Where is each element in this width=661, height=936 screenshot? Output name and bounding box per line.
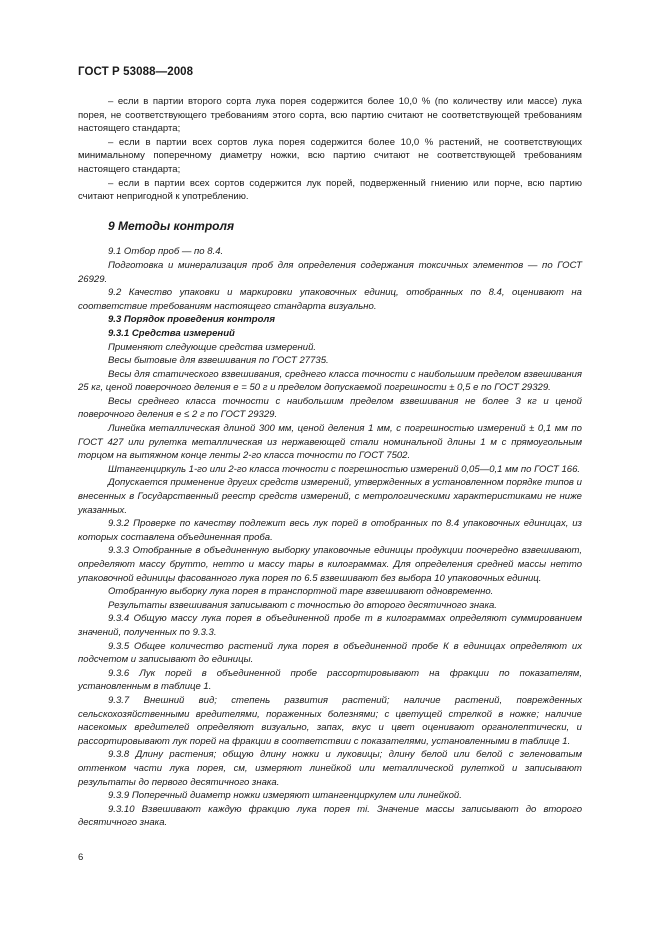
paragraph: – если в партии всех сортов содержится лук порей, подверженный гниению или порче, всю партию считают непригодной к употреблению. [78, 177, 582, 203]
paragraph: 9.2 Качество упаковки и маркировки упаковочных единиц, отобранных по 8.4, оценивают на соответствие требованиям настоящего стандарта визуально. [78, 287, 582, 312]
paragraph: 9.3.2 Проверке по качеству подлежит весь лук порей в отобранных по 8.4 упаковочных единицах, из которых составлена объединенная проба. [78, 518, 582, 543]
paragraph: Подготовка и минерализация проб для определения содержания токсичных элементов — по ГОСТ 26929. [78, 259, 582, 285]
paragraph: Штангенциркуль 1-го или 2-го класса точности с погрешностью измерений 0,05—0,1 мм по ГОСТ 166. [108, 463, 581, 475]
paragraph: 9.3.7 Внешний вид; степень развития растений; наличие растений, поврежденных сельскохозяйственными вредителями, пораженных болезнями; с цветущей стрелкой в ножке; наличие насекомых вредителей определяют визуально, запах, вкус и цвет оценивают органолептически, и рассортировывают лук порей на фракции в соответствии с показателями, установленными в таблице 1. [78, 694, 582, 747]
subsection-title: 9.3.1 Средства измерений [108, 327, 235, 339]
page-number: 6 [78, 852, 84, 863]
paragraph: 9.3.5 Общее количество растений лука порея в объединенной пробе К в единицах определяют их подсчетом и записывают до единицы. [78, 640, 582, 666]
paragraph: – если в партии второго сорта лука порея содержится более 10,0 % (по количеству или массе) лука порея, не соответствующего требованиям этого сорта, всю партию считают не соответствующей требованиям настоящего стандарта; [78, 96, 582, 135]
paragraph: Отобранную выборку лука порея в транспортной таре взвешивают одновременно. [108, 586, 494, 598]
paragraph: Результаты взвешивания записывают с точностью до второго десятичного знака. [108, 599, 497, 611]
paragraph: – если в партии всех сортов лука порея содержится более 10,0 % растений, не соответствующих минимальному поперечному диаметру ножки, всю партию считают не соответствующей требованиям настоящего стандарта; [78, 136, 582, 175]
paragraph: Весы среднего класса точности с наибольшим пределом взвешивания не более 3 кг и ценой поверочного деления е ≤ 2 г по ГОСТ 29329. [78, 395, 582, 421]
paragraph: Применяют следующие средства измерений. [108, 341, 317, 353]
paragraph: 9.3.3 Отобранные в объединенную выборку упаковочные единицы продукции поочередно взвешивают, определяют массу брутто, нетто и массу тары в килограммах. Для определения средней массы нетто упаковочной единицы фасованного лука порея по 6.5 взвешивают без выбора 10 упаковочных единиц. [78, 545, 582, 584]
paragraph: 9.1 Отбор проб — по 8.4. [108, 246, 224, 258]
paragraph: Весы бытовые для взвешивания по ГОСТ 27735. [108, 355, 329, 367]
paragraph: Допускается применение других средств измерений, утвержденных в установленном порядке типов и внесенных в Государственный реестр средств измерений, с метрологическими характеристиками не ниже указанных. [78, 477, 582, 516]
paragraph: 9.3.8 Длину растения; общую длину ножки и луковицы; длину белой или белой с зеленоватым оттенком части лука порея, см, измеряют линейкой или металлической рулеткой и записывают результаты до первого десятичного знака. [78, 749, 582, 788]
paragraph: 9.3.9 Поперечный диаметр ножки измеряют штангенциркулем или линейкой. [108, 790, 462, 802]
document-body [78, 95, 582, 830]
paragraph: 9.3.4 Общую массу лука порея в объединенной пробе т в килограммах определяют суммированием значений, полученных по 9.3.3. [78, 613, 582, 638]
paragraph: Линейка металлическая длиной 300 мм, ценой деления 1 мм, с погрешностью измерений ± 0,1 мм по ГОСТ 427 или рулетка металлическая из нержавеющей стали номинальной длины 1 м с прямоугольным торцом на вытяжном конце ленты 2-го класса точности по ГОСТ 7502. [78, 423, 582, 462]
section-title: 9 Методы контроля [108, 218, 235, 233]
document-header: ГОСТ Р 53088—2008 [78, 66, 194, 78]
paragraph: Весы для статического взвешивания, среднего класса точности с наибольшим пределом взвешивания 25 кг, ценой поверочного деления е = 50 г и пределом допускаемой погрешности ± 0,5 е по ГОСТ 29329. [78, 368, 582, 394]
subsection-title: 9.3 Порядок проведения контроля [108, 314, 275, 326]
paragraph: 9.3.10 Взвешивают каждую фракцию лука порея mi. Значение массы записывают до второго десятичного знака. [78, 803, 582, 829]
paragraph: 9.3.6 Лук порей в объединенной пробе рассортировывают на фракции по показателям, установленным в таблице 1. [78, 667, 582, 693]
